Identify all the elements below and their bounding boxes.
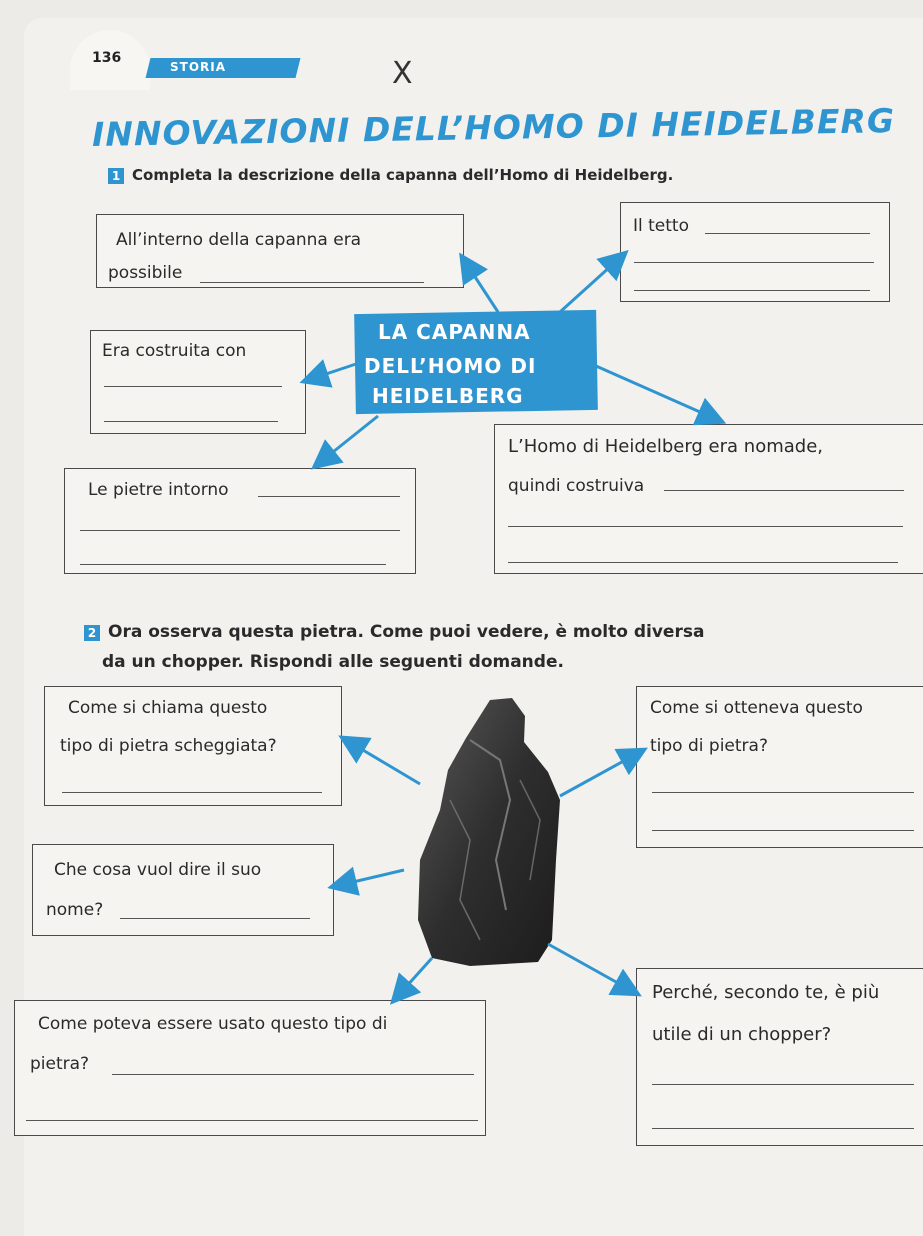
box-built-line1: Era costruita con	[102, 341, 247, 361]
box-interior-line2: possibile	[108, 263, 183, 283]
q-use-line1: Come poteva essere usato questo tipo di	[38, 1014, 388, 1034]
q-meaning-line2: nome?	[46, 900, 104, 920]
q-better-line2: utile di un chopper?	[652, 1024, 832, 1045]
page-number: 136	[92, 50, 122, 66]
exercise2-instruction-line2: da un chopper. Rispondi alle seguenti domande.	[102, 652, 564, 672]
q-meaning-line1: Che cosa vuol dire il suo	[54, 860, 262, 880]
section-label: STORIA	[170, 60, 227, 74]
box-nomad-line1: L’Homo di Heidelberg era nomade,	[508, 436, 823, 457]
pen-mark: X	[392, 56, 413, 91]
exercise2-instruction-line1: Ora osserva questa pietra. Come puoi vedere, è molto diversa	[108, 622, 705, 642]
q-obtain-line2: tipo di pietra?	[650, 736, 768, 756]
box-roof-line1: Il tetto	[633, 216, 689, 236]
page-title: INNOVAZIONI DELL’HOMO DI HEIDELBERG	[91, 100, 896, 155]
q-use-line2: pietra?	[30, 1054, 90, 1074]
center-topic-line1: LA CAPANNA	[378, 320, 531, 344]
q-name-line2: tipo di pietra scheggiata?	[60, 736, 277, 756]
exercise1-instruction-text: Completa la descrizione della capanna dell’Homo di Heidelberg.	[132, 166, 674, 184]
center-topic-line2: DELL’HOMO DI	[364, 354, 537, 378]
box-interior-line1: All’interno della capanna era	[116, 230, 362, 250]
box-stones-line1: Le pietre intorno	[88, 480, 229, 500]
q-better-line1: Perché, secondo te, è più	[652, 982, 880, 1003]
box-nomad-line2: quindi costruiva	[508, 476, 645, 496]
q-name-line1: Come si chiama questo	[68, 698, 268, 718]
exercise1-number: 1	[108, 168, 124, 184]
q-obtain-line1: Come si otteneva questo	[650, 698, 863, 718]
center-topic-line3: HEIDELBERG	[372, 384, 524, 408]
exercise2-number: 2	[84, 625, 100, 641]
